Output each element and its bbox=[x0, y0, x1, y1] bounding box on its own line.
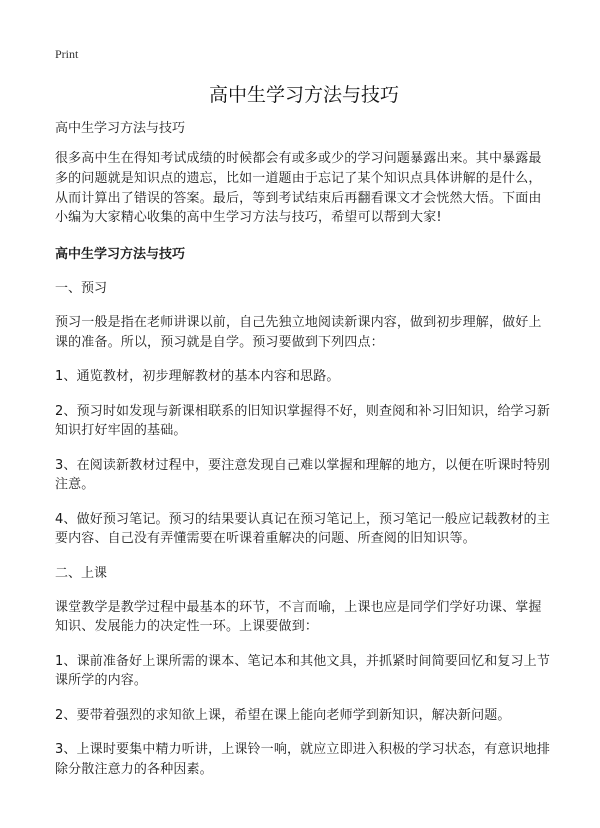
list-item: 1、通览教材，初步理解教材的基本内容和思路。 bbox=[55, 369, 340, 385]
page-title: 高中生学习方法与技巧 bbox=[208, 84, 399, 106]
paragraph: 课堂教学是教学过程中最基本的环节，不言而喻，上课也应是同学们学好功课、掌握知识、发展能力的决定性一环。上课要做到： bbox=[55, 599, 542, 635]
print-link[interactable]: Print bbox=[55, 47, 79, 61]
article-body bbox=[55, 149, 553, 794]
paragraph: 预习一般是指在老师讲课以前，自己先独立地阅读新课内容，做到初步理解，做好上课的准备。所以，预习就是自学。预习要做到下列四点： bbox=[55, 315, 542, 350]
list-item: 2、预习时如发现与新课相联系的旧知识掌握得不好，则查阅和补习旧知识，给学习新知识打好牢固的基础。 bbox=[55, 403, 550, 439]
list-item: 1、课前准备好上课所需的课本、笔记本和其他文具，并抓紧时间简要回忆和复习上节课所学的内容。 bbox=[55, 653, 550, 689]
sub-heading-preview: 一、预习 bbox=[55, 281, 108, 297]
list-item: 2、要带着强烈的求知欲上课，希望在课上能向老师学到新知识，解决新问题。 bbox=[55, 707, 511, 723]
intro-paragraph: 很多高中生在得知考试成绩的时候都会有或多或少的学习问题暴露出来。其中暴露最多的问题就是知识点的遗忘，比如一道题由于忘记了某个知识点具体讲解的是什么，从而计算出了错误的答案。最后，等到考试结束后再翻看课文才会恍然大悟。下面由小编为大家精心收集的高中生学习方法与技巧，希望可以帮到大家! bbox=[55, 151, 542, 226]
list-item: 3、在阅读新教材过程中，要注意发现自己难以掌握和理解的地方，以便在听课时特别注意。 bbox=[55, 457, 550, 493]
list-item: 4、做好预习笔记。预习的结果要认真记在预习笔记上，预习笔记一般应记载教材的主要内容、自己没有弄懂需要在听课着重解决的问题、所查阅的旧知识等。 bbox=[55, 511, 550, 547]
subtitle: 高中生学习方法与技巧 bbox=[55, 121, 186, 136]
sub-heading-class: 二、上课 bbox=[55, 565, 108, 581]
list-item: 3、上课时要集中精力听讲，上课铃一响，就应立即进入积极的学习状态，有意识地排除分散注意力的各种因素。 bbox=[55, 742, 550, 777]
section-heading: 高中生学习方法与技巧 bbox=[55, 247, 186, 263]
